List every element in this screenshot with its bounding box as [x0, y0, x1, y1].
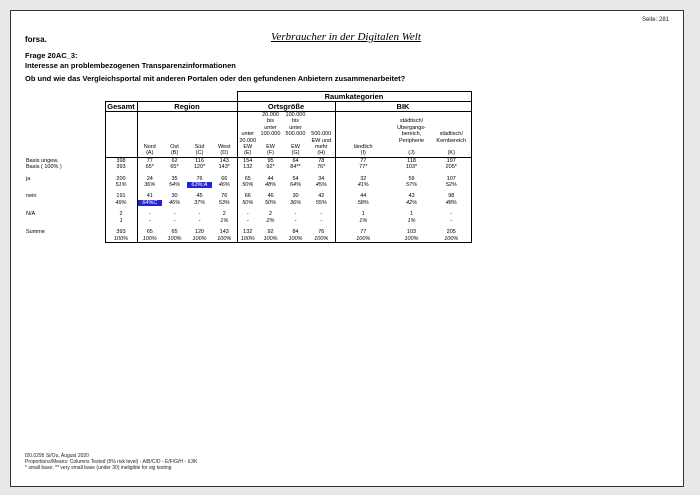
cell-value: -: [320, 211, 323, 218]
column-header-5-line-5: 20.000: [237, 138, 258, 144]
column-header-5-line-1: [237, 112, 258, 119]
column-header-4-line-1: [212, 112, 237, 119]
column-header-8-line-4: 500.000: [311, 131, 332, 138]
cell-value: 103*: [405, 164, 418, 171]
cell-percent: -: [294, 217, 297, 224]
column-header-6-line-3: unter: [264, 124, 277, 131]
column-header-6-line-7: (F): [258, 150, 283, 157]
cell-value: 34: [318, 175, 325, 182]
cell-value: 59: [408, 175, 415, 182]
gesamt-value: 398: [105, 157, 137, 164]
cell-value: 42: [318, 193, 325, 200]
column-header-10-line-1: [391, 112, 432, 119]
cell-value: 43: [408, 193, 415, 200]
gesamt-value: 2: [105, 206, 137, 217]
column-header-3-line-7: (C): [187, 150, 212, 157]
cell-value: 65: [171, 229, 178, 236]
gesamt-percent: 49%: [105, 200, 137, 206]
column-header-10-line-2: städtisch/: [399, 118, 424, 125]
cell-value: 197: [432, 157, 471, 164]
cell-percent: 55%: [315, 199, 327, 206]
gesamt-value: 393: [105, 224, 137, 235]
column-header-7-line-1: 100.000: [285, 112, 306, 118]
gesamt-percent: 51%: [105, 182, 137, 188]
cell-value: 84**: [290, 164, 301, 171]
report-page: [10, 10, 684, 487]
row-label: ja: [26, 175, 31, 182]
cell-value: 120: [194, 229, 205, 236]
cell-percent: 45%: [315, 182, 327, 189]
cell-percent: 37%: [193, 199, 205, 206]
question-title: Interesse an problembezogenen Transparenzinformationen: [25, 61, 236, 70]
cell-value: 77: [335, 157, 391, 164]
cell-percent: 36%: [137, 182, 162, 188]
cell-percent: 48%: [264, 182, 276, 189]
cell-value: 62: [171, 157, 178, 164]
gesamt-value: 393: [105, 164, 137, 170]
cell-value: 116: [195, 157, 204, 164]
column-header-7-line-3: unter: [289, 124, 302, 131]
cell-value: -: [237, 206, 258, 217]
cell-value: 95: [267, 157, 274, 164]
cell-percent: 100%: [391, 236, 432, 243]
cell-percent: 48%: [432, 200, 471, 206]
cell-value: 1: [335, 206, 391, 217]
column-header-8-line-5: EW und: [311, 137, 332, 144]
column-header-4-line-7: (D): [212, 150, 237, 157]
cell-value: -: [173, 211, 176, 218]
column-header-6-line-4: 100.000: [260, 131, 281, 138]
column-header-10-line-4: bereich,: [401, 131, 422, 138]
footer-line-2: Proportions/Means: Columns Tested (5% risk level) - A/B/C/D - E/F/G/H - I/J/K: [25, 459, 198, 465]
cell-value: 154: [237, 157, 258, 164]
cell-percent: -: [137, 218, 162, 224]
cell-value: 107: [432, 171, 471, 182]
row-label: N/A: [26, 211, 36, 218]
cell-percent: 42%: [405, 199, 417, 206]
cell-percent: 58%: [335, 200, 391, 206]
significant-percent: 64%C: [137, 200, 162, 206]
question-text: Ob und wie das Vergleichsportal mit anderen Portalen oder den gefundenen Anbietern zusammenarbeitet?: [25, 74, 406, 83]
cell-value: 76: [196, 175, 203, 182]
column-header-5-line-6: EW: [237, 144, 258, 150]
document-title: Verbraucher in der Digitalen Welt: [271, 31, 421, 43]
cell-percent: 100%: [237, 236, 258, 243]
cell-value: 77: [335, 224, 391, 235]
gesamt-value: 200: [105, 171, 137, 182]
cell-percent: 50%: [237, 182, 258, 188]
column-header-1-line-7: (A): [137, 150, 162, 157]
cell-percent: -: [237, 218, 258, 224]
header-gesamt: Gesamt: [105, 102, 137, 112]
column-header-4-line-6: West: [218, 144, 231, 151]
cell-percent: 100%: [162, 236, 187, 243]
cell-value: 76: [221, 193, 228, 200]
cell-value: -: [432, 206, 471, 217]
cell-percent: 46%: [218, 182, 230, 189]
cell-percent: 50%: [237, 200, 258, 206]
cell-value: -: [198, 211, 201, 218]
column-header-10-line-5: Peripherie: [398, 137, 425, 144]
row-label: Summe: [26, 229, 45, 236]
cell-value: 1: [409, 211, 414, 218]
column-header-3-line-1: [187, 112, 212, 119]
cell-value: 103: [406, 229, 417, 236]
cell-percent: 2%: [266, 217, 275, 224]
cell-value: 205*: [432, 164, 471, 170]
column-header-6-line-2: bis: [266, 118, 275, 125]
cell-value: 45: [196, 193, 203, 200]
cell-value: 78: [318, 157, 325, 164]
cell-value: 41: [137, 188, 162, 199]
cell-percent: -: [198, 217, 201, 224]
gesamt-percent: 1: [105, 218, 137, 224]
cell-value: 65: [237, 171, 258, 182]
column-header-10-line-7: (J): [391, 150, 432, 157]
column-header-5-line-7: (E): [237, 150, 258, 157]
column-header-11-line-4: städtisch/: [432, 131, 471, 137]
cell-value: 205: [432, 224, 471, 235]
cell-percent: 64%: [289, 182, 301, 189]
row-label: Basis ungew.: [26, 157, 59, 164]
column-header-9-line-1: [335, 112, 391, 119]
row-label: nein: [26, 193, 37, 200]
cell-value: 24: [137, 171, 162, 182]
cell-value: 76*: [317, 164, 326, 171]
gesamt-percent: 100%: [105, 236, 137, 243]
column-header-11-line-5: Kernbereich: [432, 138, 471, 144]
cell-value: 92*: [266, 164, 275, 171]
significant-percent: 63%:A: [187, 182, 212, 188]
column-header-2-line-1: [162, 112, 187, 119]
cell-value: 2: [222, 211, 226, 218]
cell-value: 132: [237, 164, 258, 170]
row-label: Basis ( 100% ): [26, 164, 62, 171]
header-raumkategorien: Raumkategorien: [237, 92, 471, 102]
cell-percent: 100%: [308, 236, 335, 243]
cell-percent: 100%: [258, 236, 283, 243]
brand-label: forsa.: [25, 35, 47, 44]
cell-percent: -: [320, 217, 323, 224]
cell-value: 65*: [170, 164, 179, 171]
cell-percent: 57%: [405, 182, 417, 189]
column-header-11-line-1: [432, 112, 471, 119]
page-number: Seite: 281: [641, 17, 669, 23]
cell-value: 30: [292, 193, 299, 200]
cell-value: 2: [268, 211, 273, 218]
footer-line-3: * small base; ** very small base (under 30) ineligible for sig testing: [25, 465, 172, 471]
column-header-10-line-3: Übergangs-: [397, 124, 426, 131]
cell-percent: 52%: [432, 182, 471, 188]
cell-percent: 46%: [168, 199, 180, 206]
cell-percent: 100%: [212, 236, 237, 243]
cell-percent: 50%: [264, 199, 276, 206]
column-header-2-line-6: Ost: [170, 144, 179, 151]
cell-value: 92: [267, 229, 274, 236]
column-header-11-line-7: (K): [432, 150, 471, 157]
cell-value: 77*: [335, 164, 391, 170]
cell-value: 98: [432, 188, 471, 199]
cell-percent: 100%: [137, 236, 162, 243]
cell-value: 65: [137, 224, 162, 235]
cell-value: 76: [318, 229, 325, 236]
cell-value: -: [294, 211, 297, 218]
cell-value: 77: [137, 157, 162, 164]
cell-value: 30: [171, 193, 178, 200]
column-header-6-line-1: 20.000: [262, 112, 279, 118]
footer-line-1: f20.0295 Si/Ou, August 2020: [25, 453, 89, 459]
cell-percent: -: [173, 217, 176, 224]
cell-value: 66: [237, 188, 258, 199]
column-header-8-line-1: [308, 112, 335, 119]
cell-percent: 1%: [220, 217, 229, 224]
cell-percent: 100%: [187, 236, 212, 243]
cell-value: 143: [219, 229, 229, 236]
cell-value: 54: [292, 175, 299, 182]
cell-value: 143*: [218, 164, 230, 171]
cell-percent: 41%: [335, 182, 391, 188]
column-header-7-line-6: EW: [291, 144, 300, 151]
question-code: Frage 20AC_3:: [25, 51, 78, 60]
cell-value: 84: [292, 229, 299, 236]
cell-value: 35: [171, 175, 178, 182]
column-header-9-line-6: ländlich: [335, 144, 391, 150]
cell-percent: 1%: [335, 218, 391, 224]
cell-value: 44: [335, 188, 391, 199]
cell-value: 120*: [193, 164, 206, 171]
column-header-1-line-1: [137, 112, 162, 119]
gesamt-value: 191: [105, 188, 137, 199]
cell-percent: 1%: [407, 217, 416, 224]
column-header-7-line-7: (G): [283, 150, 308, 157]
column-header-2-line-7: (B): [162, 150, 187, 157]
cell-value: 118: [407, 157, 416, 164]
cell-value: -: [137, 206, 162, 217]
header-region: Region: [137, 102, 237, 112]
column-header-3-line-6: Süd: [194, 144, 205, 151]
cell-value: 65*: [137, 164, 162, 170]
crosstab-table: [25, 91, 472, 243]
column-header-7-line-4: 500.000: [285, 131, 306, 138]
cell-value: 66: [221, 175, 228, 182]
cell-value: 46: [267, 193, 274, 200]
header-ortsgroesse: Ortsgröße: [237, 102, 335, 112]
cell-value: 132: [237, 224, 258, 235]
cell-value: 64: [292, 157, 299, 164]
cell-percent: 100%: [432, 236, 471, 243]
column-header-9-line-7: (I): [335, 150, 391, 157]
cell-value: 32: [335, 171, 391, 182]
cell-percent: 54%: [168, 182, 180, 189]
column-header-8-line-7: (H): [308, 150, 335, 157]
column-header-8-line-6: mehr: [314, 144, 328, 151]
cell-percent: 100%: [335, 236, 391, 243]
column-header-1-line-6: Nord: [137, 144, 162, 150]
cell-percent: -: [432, 218, 471, 224]
cell-percent: 100%: [283, 236, 308, 243]
cell-percent: 53%: [218, 199, 230, 206]
cell-value: 143: [219, 157, 229, 164]
header-bik: BIK: [335, 102, 471, 112]
column-header-6-line-6: EW: [266, 144, 275, 151]
column-header-7-line-2: bis: [291, 118, 300, 125]
cell-percent: 36%: [289, 199, 301, 206]
cell-value: 44: [267, 175, 274, 182]
column-header-5-line-4: unter: [237, 131, 258, 137]
